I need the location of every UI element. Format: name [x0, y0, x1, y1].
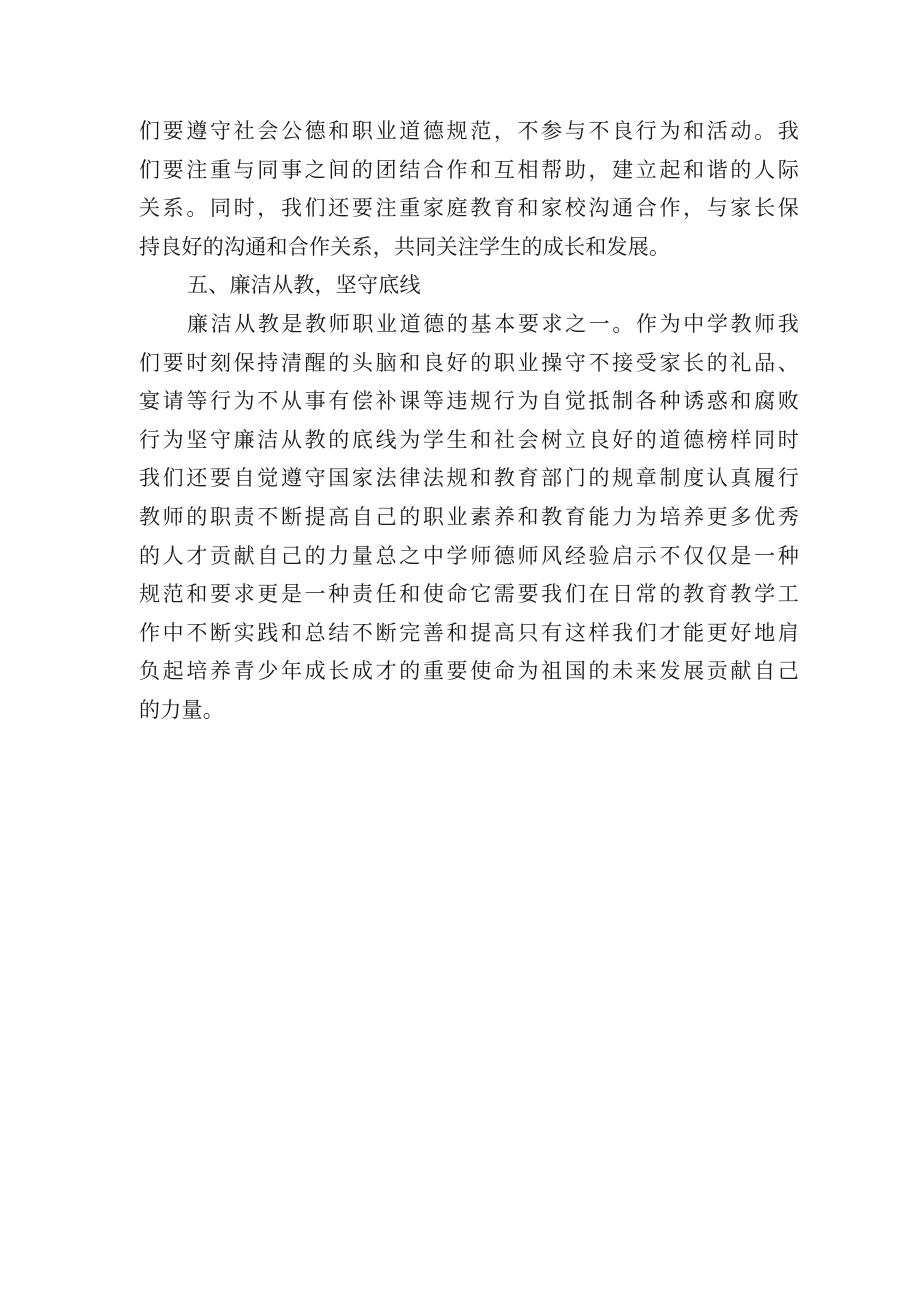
- paragraph-2-line: 教师的职责不断提高自己的职业素养和教育能力为培养更多优秀: [139, 504, 799, 529]
- document-body: [139, 112, 799, 730]
- paragraph-2-line: 规范和要求更是一种责任和使命它需要我们在日常的教育教学工: [139, 582, 799, 607]
- paragraph-1-line: 们要遵守社会公德和职业道德规范，不参与不良行为和活动。我: [139, 119, 799, 143]
- paragraph-2-line: 的力量。: [139, 697, 224, 722]
- paragraph-2-line: 的人才贡献自己的力量总之中学师德师风经验启示不仅仅是一种: [139, 543, 799, 568]
- paragraph-2-line: 作中不断实践和总结不断完善和提高只有这样我们才能更好地肩: [139, 620, 799, 645]
- paragraph-2-line: 行为坚守廉洁从教的底线为学生和社会树立良好的道德榜样同时: [139, 427, 799, 452]
- section-heading: 五、廉洁从教，坚守底线: [187, 273, 421, 298]
- paragraph-2-line: 负起培养青少年成长成才的重要使命为祖国的未来发展贡献自己: [139, 659, 799, 684]
- paragraph-1-line: 持良好的沟通和合作关系，共同关注学生的成长和发展。: [139, 234, 671, 259]
- paragraph-1-line: 们要注重与同事之间的团结合作和互相帮助，建立起和谐的人际: [139, 157, 799, 182]
- paragraph-2-line: 我们还要自觉遵守国家法律法规和教育部门的规章制度认真履行: [139, 466, 799, 491]
- paragraph-2-line: 们要时刻保持清醒的头脑和良好的职业操守不接受家长的礼品、: [139, 350, 799, 375]
- paragraph-2-line: 宴请等行为不从事有偿补课等违规行为自觉抵制各种诱惑和腐败: [139, 389, 799, 414]
- paragraph-1-line: 关系。同时，我们还要注重家庭教育和家校沟通合作，与家长保: [139, 196, 799, 221]
- paragraph-2-line: 廉洁从教是教师职业道德的基本要求之一。作为中学教师我: [187, 311, 799, 336]
